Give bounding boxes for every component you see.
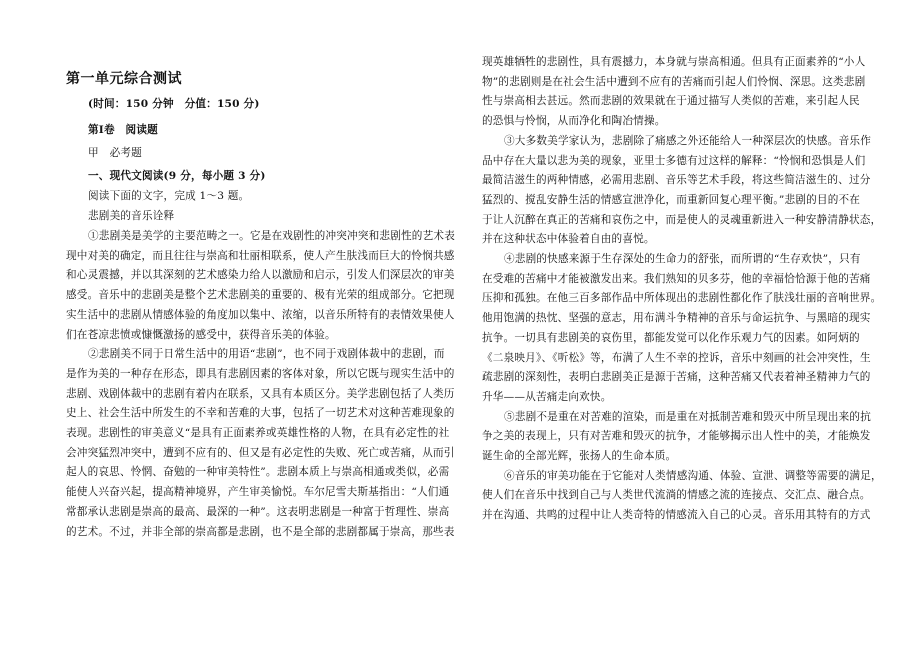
exam-meta: (时间：150 分钟 分值：150 分) bbox=[88, 98, 260, 110]
section-heading: 第Ⅰ卷 阅读题 bbox=[88, 124, 158, 136]
right-paragraph-5-line: 使人们在音乐中找到自己与人类世代流淌的情感之流的连接点、交汇点、融合点。 bbox=[482, 489, 871, 502]
right-paragraph-4-line: 诞生命的全部光辉，张扬人的生命本质。 bbox=[482, 450, 677, 462]
right-paragraph-3-line: 他用饱满的热忱、坚强的意志，用布满斗争精神的音乐与命运抗争、与黑暗的现实 bbox=[482, 312, 871, 325]
paragraph-1-line: 现中对美的确定，而且往往与崇高和壮丽相联系，使人产生肤浅而巨大的怜悯共感 bbox=[66, 249, 455, 262]
paragraph-1-line: 感受。音乐中的悲剧美是整个艺术悲剧美的重要的、极有光荣的组成部分。它把现 bbox=[66, 289, 455, 302]
right-paragraph-1-line: 性与崇高相去甚远。然而悲剧的效果就在于通过描写人类似的苦难，来引起人民 bbox=[482, 95, 860, 108]
article-title: 悲剧美的音乐诠释 bbox=[88, 210, 175, 222]
right-paragraph-3-line: 升华——从苦痛走向欢快。 bbox=[482, 390, 612, 403]
right-paragraph-2-line: 并在这种状态中体验着自由的喜悦。 bbox=[482, 233, 655, 246]
right-paragraph-3-line: ④悲剧的快感来源于生存深处的生命力的舒张，而所谓的“生存欢快”，只有 bbox=[504, 253, 861, 265]
right-paragraph-2-line: 于让人沉醉在真正的苦痛和哀伤之中，而是使人的灵魂重新进入一种安静清静状态， bbox=[482, 213, 882, 226]
paragraph-2-line: 史上、社会生活中所发生的不幸和苦难的大事，包括了一切艺术对这种苦难现象的 bbox=[66, 407, 455, 420]
instruction-text: 阅读下面的文字，完成 1～3 题。 bbox=[88, 190, 250, 202]
paragraph-1-line: 们在苍凉悲愤或慷慨激扬的感受中，获得音乐美的体验。 bbox=[66, 328, 336, 341]
right-paragraph-3-line: 在受难的苦痛中才能被激发出来。我们熟知的贝多芬，他的幸福恰恰源于他的苦痛 bbox=[482, 272, 871, 285]
right-paragraph-1-line: 的恐惧与怜悯，从而净化和陶冶情操。 bbox=[482, 115, 666, 128]
paragraph-2-line: ②悲剧美不同于日常生活中的用语“悲剧”，也不同于戏剧体裁中的悲剧，而 bbox=[88, 348, 445, 361]
right-paragraph-5-line: 并在沟通、共鸣的过程中让人类奇特的情感流入自己的心灵。音乐用其特有的方式 bbox=[482, 509, 871, 522]
right-paragraph-3-line: 抗争。一切具有悲剧美的哀伤里，都能发觉可以化作乐观力气的因素。如阿炳的 bbox=[482, 331, 860, 344]
right-paragraph-1-line: 物”的悲剧则是在社会生活中遭到不应有的苦痛而引起人们怜悯、深思。这类悲剧 bbox=[482, 75, 866, 88]
paragraph-2-line: 表现。悲剧性的审美意义“是具有正面素养或英雄性格的人物，在具有必定性的社 bbox=[66, 427, 450, 439]
right-paragraph-4-line: 争之美的表现上，只有对苦难和毁灭的抗争，才能够揭示出人性中的美，才能焕发 bbox=[482, 430, 871, 443]
right-paragraph-2-line: 猛烈的、搅乱安静生活的情感宣泄净化，而重新回复心理平衡。”悲剧的目的不在 bbox=[482, 193, 861, 206]
paragraph-2-line: 常都承认悲剧是崇高的最高、最深的一种”。这表明悲剧是一种富于哲理性、崇高 bbox=[66, 505, 450, 518]
exam-title: 第一单元综合测试 bbox=[66, 71, 182, 87]
right-paragraph-5-line: ⑥音乐的审美功能在于它能对人类情感沟通、体验、宣泄、调整等需要的满足， bbox=[504, 469, 882, 482]
paragraph-1-line: 实生活中的悲剧从情感体验的角度加以集中、浓缩，以音乐所特有的表情效果使人 bbox=[66, 308, 455, 321]
right-paragraph-3-line: 疏悲剧的深刻性，表明白悲剧美正是源于苦痛，这种苦痛又代表着神圣精神力气的 bbox=[482, 371, 871, 384]
paragraph-2-line: 会冲突猛烈冲突中，遭到不应有的、但又是有必定性的失败、死亡或苦痛，从而引 bbox=[66, 446, 455, 459]
right-paragraph-3-line: 《二泉映月》、《听松》等，布满了人生不幸的控诉，音乐中刻画的社会冲突性，生 bbox=[482, 351, 871, 364]
paragraph-1-line: 和心灵震撼，并以其深刻的艺术感染力给人以激励和启示，引发人们深层次的审美 bbox=[66, 269, 455, 282]
right-paragraph-1-line: 现英雄牺牲的悲剧性，具有震撼力，本身就与崇高相通。但具有正面素养的“小人 bbox=[482, 56, 866, 68]
paragraph-2-line: 起人的哀思、怜惘、奋勉的一种审美特性”。悲剧本质上与崇高相通或类似，必需 bbox=[66, 466, 450, 479]
right-paragraph-2-line: ③大多数美学家认为，悲剧除了痛感之外还能给人一种深层次的快感。音乐作 bbox=[504, 134, 871, 147]
paragraph-2-line: 悲剧、戏剧体裁中的悲剧有着内在联系，又具有本质区分。美学悲剧包括了人类历 bbox=[66, 387, 455, 400]
paragraph-2-line: 是作为美的一种存在形态，即具有悲剧因素的客体对象，所以它既与现实生活中的 bbox=[66, 367, 455, 380]
paragraph-1-line: ①悲剧美是美学的主要范畴之一。它是在戏剧性的冲突冲突和悲剧性的艺术表 bbox=[88, 230, 455, 242]
paragraph-2-line: 能使人兴奋兴起，提高精神境界，产生审美愉悦。车尔尼雪夫斯基指出：“人们通 bbox=[66, 486, 450, 499]
sub-section-heading: 甲 必考题 bbox=[88, 147, 142, 159]
right-paragraph-3-line: 压抑和孤独。在他三百多部作品中所体现出的悲剧性都化作了肤浅壮丽的音响世界。 bbox=[482, 292, 882, 305]
paragraph-2-line: 的艺术。不过，并非全部的崇高都是悲剧，也不是全部的悲剧都属于崇高，那些表 bbox=[66, 525, 455, 538]
right-paragraph-2-line: 最简洁滋生的两种情感，必需用悲剧、音乐等艺术手段，将这些简洁滋生的、过分 bbox=[482, 174, 871, 187]
right-paragraph-4-line: ⑤悲剧不是重在对苦难的渲染，而是重在对抵制苦难和毁灭中所呈现出来的抗 bbox=[504, 410, 871, 423]
right-paragraph-2-line: 品中存在大量以悲为美的现象，亚里士多德有过这样的解释：“怜悯和恐惧是人们 bbox=[482, 154, 866, 167]
question-group-heading: 一、现代文阅读(9 分，每小题 3 分) bbox=[88, 170, 266, 182]
